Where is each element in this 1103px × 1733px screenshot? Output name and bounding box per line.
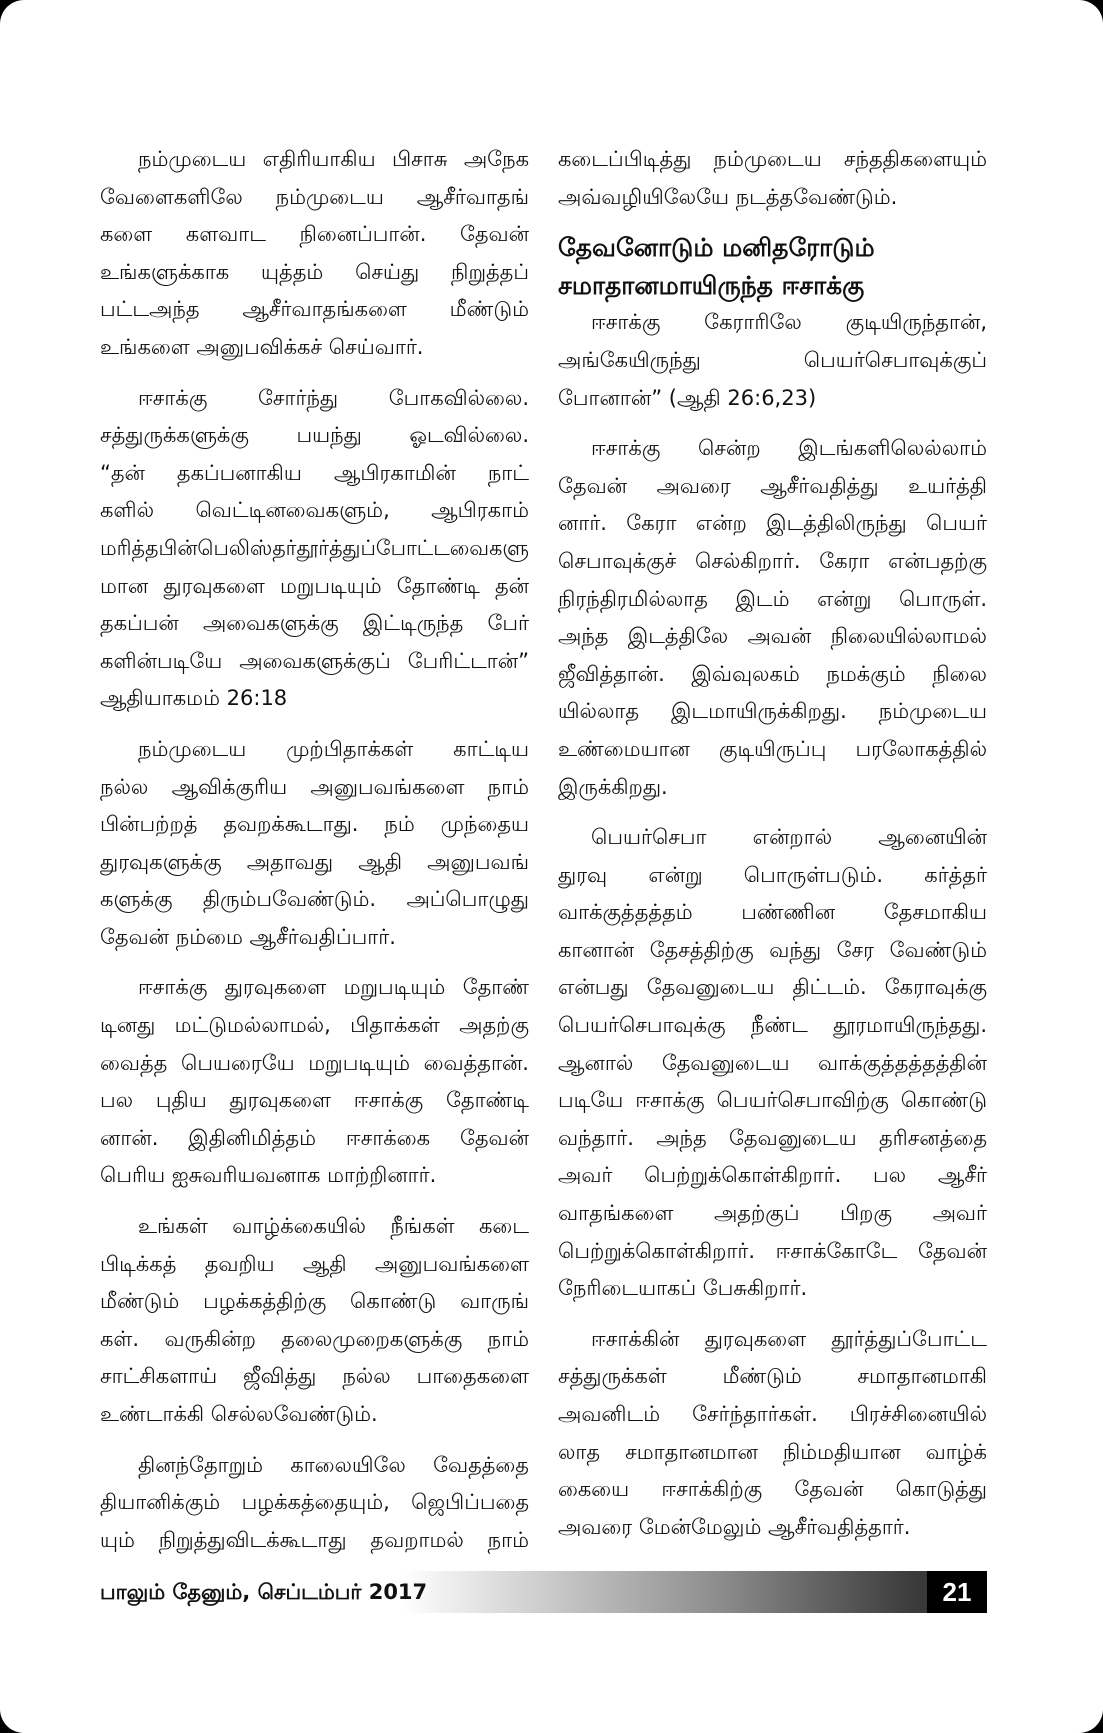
text-line: சத்துருக்களுக்கு பயந்து ஓடவில்லை. xyxy=(100,423,529,448)
section-heading-line: தேவனோடும் மனிதரோடும் xyxy=(558,233,875,263)
paragraph xyxy=(100,141,529,367)
text-line: களின்படியே அவைகளுக்குப் பேரிட்டான்” xyxy=(100,648,529,673)
text-line: அவனிடம் சேர்ந்தார்கள். பிரச்சினையில் xyxy=(558,1402,987,1426)
text-line: தினந்தோறும் காலையிலே வேதத்தை xyxy=(138,1452,529,1477)
text-line: னான். இதினிமித்தம் ஈசாக்கை தேவன் xyxy=(100,1125,529,1150)
text-line: நல்ல ஆவிக்குரிய அனுபவங்களை நாம் xyxy=(100,774,529,799)
text-line: துரவு என்று பொருள்படும். கர்த்தர் xyxy=(558,862,987,887)
text-line: துரவுகளுக்கு அதாவது ஆதி அனுபவங் xyxy=(100,849,529,874)
text-line: ஈசாக்கு சென்ற இடங்களிலெல்லாம் xyxy=(591,436,987,461)
text-line: நிரந்திரமில்லாத இடம் என்று பொருள். xyxy=(558,586,987,611)
section-heading-line: சமாதானமாயிருந்த ஈசாக்கு xyxy=(558,270,865,300)
paragraph xyxy=(558,430,987,806)
text-line: லாத சமாதானமான நிம்மதியான வாழ்க் xyxy=(558,1439,987,1464)
text-line: கானான் தேசத்திற்கு வந்து சேர வேண்டும் xyxy=(558,937,987,962)
text-line: படியே ஈசாக்கு பெயர்செபாவிற்கு கொண்டு xyxy=(558,1088,987,1113)
page-number: 21 xyxy=(927,1571,987,1613)
text-line: உங்களுக்காக யுத்தம் செய்து நிறுத்தப் xyxy=(100,259,529,284)
text-line: களை களவாட நினைப்பான். தேவன் xyxy=(100,222,529,247)
paragraph xyxy=(100,969,529,1195)
text-line: அங்கேயிருந்து பெயர்செபாவுக்குப் xyxy=(558,347,987,372)
text-line: பின்பற்றத் தவறக்கூடாது. நம் முந்தைய xyxy=(100,812,529,837)
text-line: தேவன் அவரை ஆசீர்வதித்து உயர்த்தி xyxy=(558,473,987,498)
text-line: உங்கள் வாழ்க்கையில் நீங்கள் கடை xyxy=(138,1214,529,1239)
text-line: “தன் தகப்பனாகிய ஆபிரகாமின் நாட் xyxy=(100,460,529,485)
text-line: டினது மட்டுமல்லாமல், பிதாக்கள் அதற்கு xyxy=(100,1013,529,1038)
text-line: யில்லாத இடமாயிருக்கிறது. நம்முடைய xyxy=(558,699,987,724)
paragraph xyxy=(558,304,987,417)
page-footer xyxy=(100,1571,987,1613)
text-line: வைத்த பெயரையே மறுபடியும் வைத்தான். xyxy=(100,1050,529,1075)
text-line: நம்முடைய எதிரியாகிய பிசாசு அநேக xyxy=(138,147,529,171)
paragraph xyxy=(558,141,987,216)
text-line: பல புதிய துரவுகளை ஈசாக்கு தோண்டி xyxy=(100,1088,529,1113)
text-line: போனான்” (ஆதி 26:6,23) xyxy=(558,385,817,410)
text-line: பெயர்செபாவுக்கு நீண்ட தூரமாயிருந்தது. xyxy=(558,1013,987,1038)
text-line: மான துரவுகளை மறுபடியும் தோண்டி தன் xyxy=(100,573,529,598)
text-line: நம்முடைய முற்பிதாக்கள் காட்டிய xyxy=(138,736,529,761)
text-line: யும் நிறுத்துவிடக்கூடாது தவறாமல் நாம் xyxy=(100,1527,529,1552)
text-line: ஈசாக்கு துரவுகளை மறுபடியும் தோண் xyxy=(138,975,529,1000)
text-line: சத்துருக்கள் மீண்டும் சமாதானமாகி xyxy=(558,1364,987,1389)
text-line: ஆனால் தேவனுடைய வாக்குத்தத்தத்தின் xyxy=(558,1050,987,1075)
text-line: களுக்கு திரும்பவேண்டும். அப்பொழுது xyxy=(100,887,529,912)
text-line: பட்டஅந்த ஆசீர்வாதங்களை மீண்டும் xyxy=(100,297,529,322)
paragraph xyxy=(100,1208,529,1434)
text-line: ஈசாக்கு சோர்ந்து போகவில்லை. xyxy=(138,385,529,410)
text-line: களில் வெட்டினவைகளும், ஆபிரகாம் xyxy=(100,498,529,523)
text-line: என்பது தேவனுடைய திட்டம். கேராவுக்கு xyxy=(558,975,987,1000)
text-line: உண்டாக்கி செல்லவேண்டும். xyxy=(100,1402,378,1426)
text-line: கள். வருகின்ற தலைமுறைகளுக்கு நாம் xyxy=(100,1326,529,1351)
left-column xyxy=(100,141,529,1572)
text-line: தகப்பன் அவைகளுக்கு இட்டிருந்த பேர் xyxy=(100,611,529,636)
text-line: ஆதியாகமம் 26:18 xyxy=(100,686,288,711)
text-line: உண்மையான குடியிருப்பு பரலோகத்தில் xyxy=(558,736,987,761)
text-line: செபாவுக்குச் செல்கிறார். கேரா என்பதற்கு xyxy=(558,548,987,573)
section-heading xyxy=(558,229,987,304)
text-line: ஈசாக்கு கேராரிலே குடியிருந்தான், xyxy=(591,310,987,335)
text-line: ஜீவித்தான். இவ்வுலகம் நமக்கும் நிலை xyxy=(558,661,987,686)
text-line: தியானிக்கும் பழக்கத்தையும், ஜெபிப்பதை xyxy=(100,1490,529,1515)
right-column xyxy=(558,141,987,1559)
text-line: நேரிடையாகப் பேசுகிறார். xyxy=(558,1276,808,1301)
paragraph xyxy=(100,1447,529,1560)
paragraph xyxy=(558,1321,987,1547)
footer-publication-title: பாலும் தேனும், செப்டம்பர் 2017 xyxy=(100,1580,428,1604)
text-line: அவர் பெற்றுக்கொள்கிறார். பல ஆசீர் xyxy=(558,1163,987,1188)
text-line: ஈசாக்கின் துரவுகளை தூர்த்துப்போட்ட xyxy=(591,1326,987,1351)
text-line: பெற்றுக்கொள்கிறார். ஈசாக்கோடே தேவன் xyxy=(558,1238,987,1263)
text-line: மீண்டும் பழக்கத்திற்கு கொண்டு வாருங் xyxy=(100,1289,529,1314)
text-line: இருக்கிறது. xyxy=(558,774,668,799)
text-line: அவ்வழியிலேயே நடத்தவேண்டும். xyxy=(558,184,898,209)
text-line: அவரை மேன்மேலும் ஆசீர்வதித்தார். xyxy=(558,1514,911,1539)
text-line: பெயர்செபா என்றால் ஆனையின் xyxy=(591,825,987,850)
paragraph xyxy=(100,380,529,718)
text-line: சாட்சிகளாய் ஜீவித்து நல்ல பாதைகளை xyxy=(100,1364,529,1389)
paragraph xyxy=(100,731,529,957)
paragraph xyxy=(558,819,987,1308)
text-line: கடைப்பிடித்து நம்முடைய சந்ததிகளையும் xyxy=(558,147,987,171)
text-line: னார். கேரா என்ற இடத்திலிருந்து பெயர் xyxy=(558,511,987,536)
text-line: வேளைகளிலே நம்முடைய ஆசீர்வாதங் xyxy=(100,184,529,209)
text-line: மரித்தபின்பெலிஸ்தர்தூர்த்துப்போட்டவைகளு xyxy=(100,535,529,560)
text-line: அந்த இடத்திலே அவன் நிலையில்லாமல் xyxy=(558,624,987,649)
text-line: பிடிக்கத் தவறிய ஆதி அனுபவங்களை xyxy=(100,1251,529,1276)
text-line: வந்தார். அந்த தேவனுடைய தரிசனத்தை xyxy=(558,1125,987,1150)
text-line: வாதங்களை அதற்குப் பிறகு அவர் xyxy=(558,1201,987,1226)
text-line: தேவன் நம்மை ஆசீர்வதிப்பார். xyxy=(100,924,396,949)
text-line: உங்களை அனுபவிக்கச் செய்வார். xyxy=(100,334,424,359)
text-line: பெரிய ஐசுவரியவனாக மாற்றினார். xyxy=(100,1163,437,1188)
text-line: கையை ஈசாக்கிற்கு தேவன் கொடுத்து xyxy=(558,1477,987,1502)
text-line: வாக்குத்தத்தம் பண்ணின தேசமாகிய xyxy=(558,900,987,925)
